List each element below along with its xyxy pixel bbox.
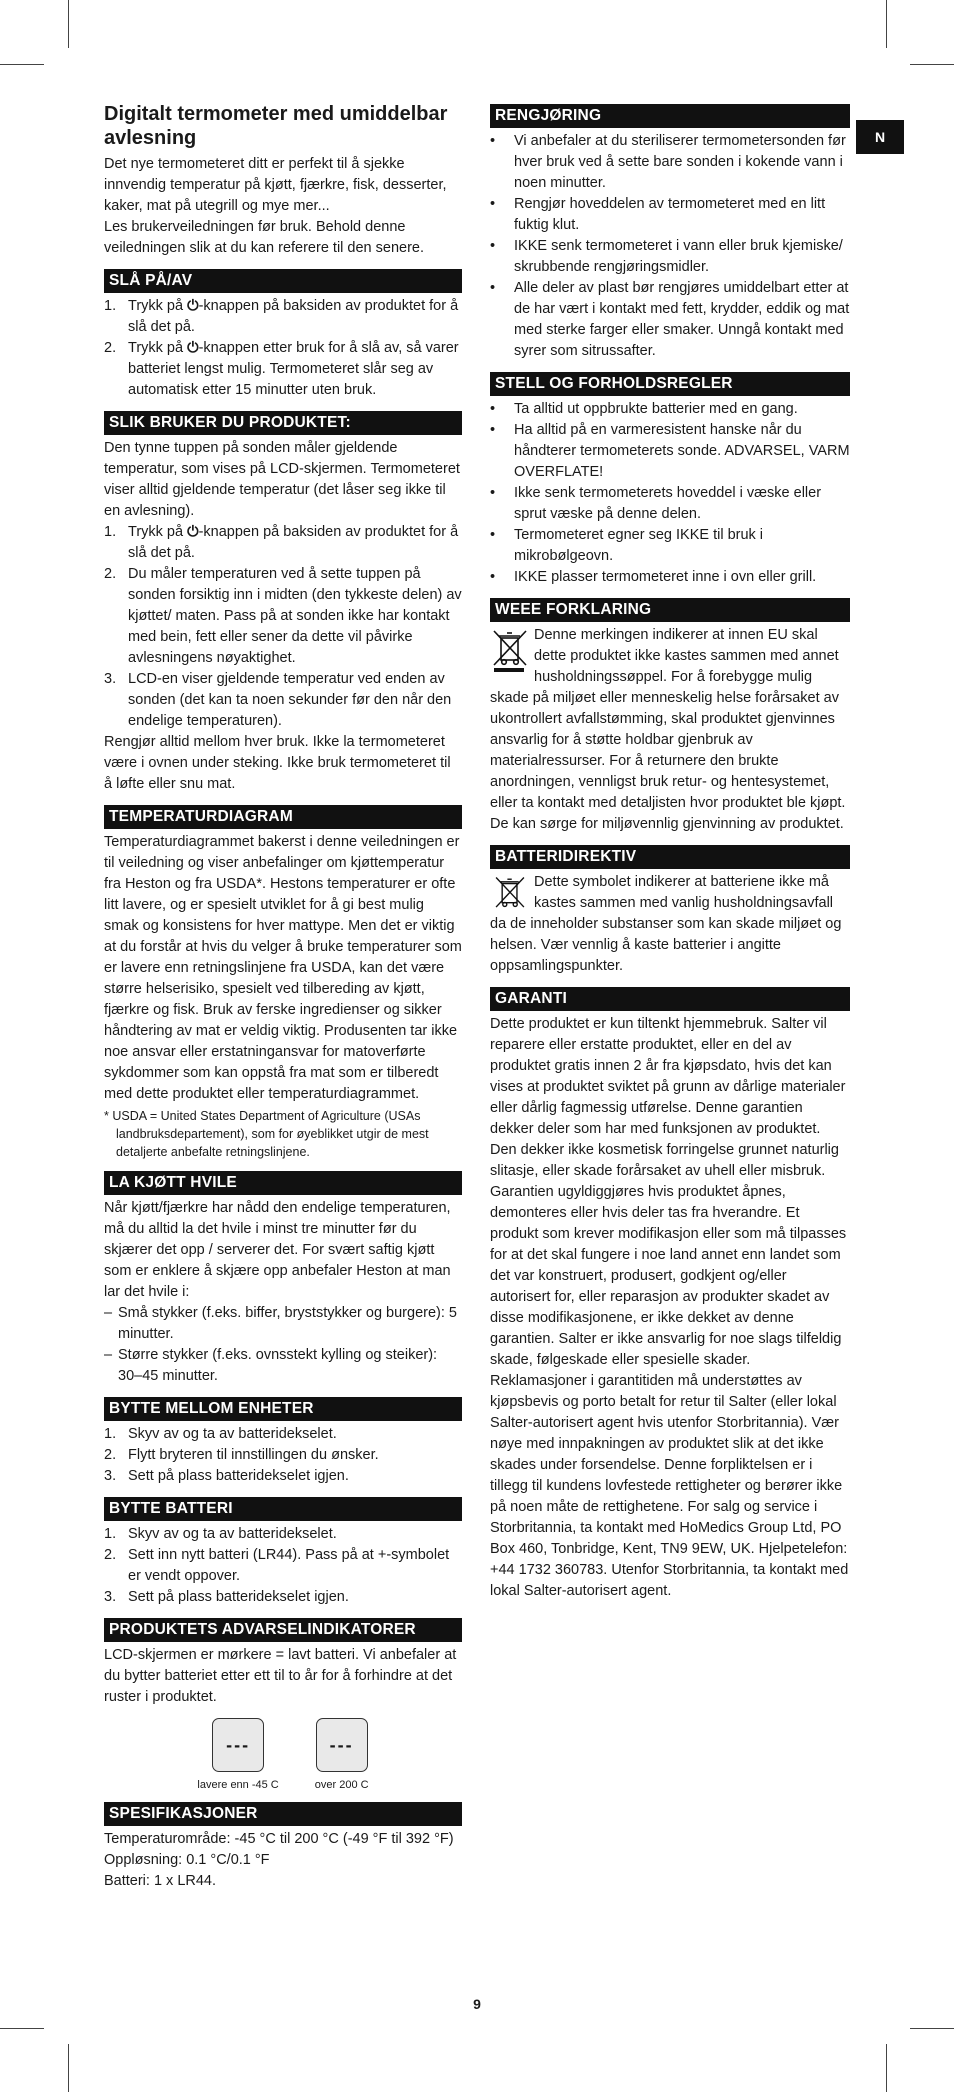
lcd-display: ---: [212, 1718, 264, 1772]
list-item: 2. Sett inn nytt batteri (LR44). Pass på at +-symbolet er vendt oppover.: [104, 1547, 450, 1584]
section-heading-warnings: PRODUKTETS ADVARSELINDIKATORER: [104, 1618, 462, 1642]
intro-paragraph: Det nye termometeret ditt er perfekt til å sjekke innvendig temperatur på kjøtt, fjærkre, fisk, desserter, kaker, mat på utegrill og mye mer...: [104, 156, 447, 214]
list-item: 3. LCD-en viser gjeldende temperatur ved enden av sonden (det kan ta noen sekunder før den når den endelige temperaturen).: [104, 671, 452, 729]
spec-line: Batteri: 1 x LR44.: [104, 1873, 217, 1889]
rest-list: [104, 1303, 462, 1387]
section-heading-care: STELL OG FORHOLDSREGLER: [490, 372, 850, 396]
lcd-indicator: [315, 1718, 369, 1792]
crossed-out-wheelie-bin-icon: [490, 874, 530, 914]
list-item: – Større stykker (f.eks. ovnsstekt kylling og steiker): 30–45 minutter.: [104, 1347, 438, 1384]
on-off-list: [104, 296, 462, 401]
rest-paragraph: Når kjøtt/fjærkre har nådd den endelige temperaturen, må du alltid la det hvile i minst tre minutter før du skjærer det opp / serverer det. For svært saftig kjøtt som er enklere å skjære opp anbefaler Heston at man lar det hvile i:: [104, 1200, 451, 1300]
lcd-indicator: [197, 1718, 278, 1792]
crop-mark: [910, 2028, 954, 2029]
crop-mark: [68, 0, 69, 48]
list-item: • Alle deler av plast bør rengjøres umiddelbart etter at de har vært i kontakt med fett, krydder, eddik og mat med sterke farger eller smaker. Unngå kontakt med syrer som sitrussafter.: [490, 280, 850, 359]
list-item: 2. Flytt bryteren til innstillingen du ønsker.: [104, 1447, 379, 1463]
list-item: 1. Trykk på ⏻-knappen på baksiden av produktet for å slå det på.: [104, 298, 459, 335]
care-list: [490, 399, 850, 588]
power-icon: ⏻: [187, 298, 199, 314]
spec-line: Temperaturområde: -45 °C til 200 °C (-49 °F til 392 °F): [104, 1831, 454, 1847]
footnote: * USDA = United States Department of Agriculture (USAs landbruksdepartement), som for øyeblikket utgir de mest detaljerte anbefalte retningslinjene.: [104, 1109, 429, 1159]
list-item: • IKKE senk termometeret i vann eller bruk kjemiske/ skrubbende rengjøringsmidler.: [490, 238, 843, 275]
list-item: 3. Sett på plass batteridekselet igjen.: [104, 1468, 349, 1484]
left-column: [104, 102, 462, 1892]
spec-line: Oppløsning: 0.1 °C/0.1 °F: [104, 1852, 270, 1868]
list-item: 1. Trykk på ⏻-knappen på baksiden av produktet for å slå det på.: [104, 524, 459, 561]
power-icon: ⏻: [187, 524, 199, 540]
section-heading-specs: SPESIFIKASJONER: [104, 1802, 462, 1826]
units-list: [104, 1424, 462, 1487]
section-heading-usage: SLIK BRUKER DU PRODUKTET:: [104, 411, 462, 435]
list-item: • Vi anbefaler at du steriliserer termometersonden før hver bruk ved å sette bare sonden i kokende vann i noen minutter.: [490, 133, 846, 191]
crossed-out-wheelie-bin-icon: [490, 627, 530, 673]
intro-paragraph: Les brukerveiledningen før bruk. Behold denne veiledningen slik at du kan referere til den senere.: [104, 219, 424, 256]
power-icon: ⏻: [187, 340, 199, 356]
crop-mark: [886, 2044, 887, 2092]
section-heading-battery-directive: BATTERIDIREKTIV: [490, 845, 850, 869]
list-item: • Ha alltid på en varmeresistent hanske når du håndterer termometerets sonde. ADVARSEL, VARM OVERFLATE!: [490, 422, 850, 480]
weee-paragraph: Denne merkingen indikerer at innen EU skal dette produktet ikke kastes sammen med annet husholdningssøppel. For å forebygge mulig skade på miljøet eller menneskelig helse forårsaket av ukontrollert avfallstømming, skal produktet gjenvinnes ansvarlig for å støtte holdbar gjenbruk av materialressurser. For å returnere den brukte anordningen, vennligst bruk retur- og hentesystemet, eller ta kontakt med detaljisten hvor produktet ble kjøpt. De kan sørge for miljøvennlig gjenvinning av produktet.: [490, 627, 846, 832]
crop-mark: [910, 64, 954, 65]
list-item: • Ikke senk termometerets hoveddel i væske eller sprut væske på denne delen.: [490, 485, 822, 522]
cleaning-list: [490, 131, 850, 362]
usage-paragraph: Den tynne tuppen på sonden måler gjeldende temperatur, som vises på LCD-skjermen. Termometeret viser alltid gjeldende temperatur (det låser seg ikke til en avlesning).: [104, 440, 460, 519]
crop-mark: [0, 2028, 44, 2029]
list-item: • IKKE plasser termometeret inne i ovn eller grill.: [490, 569, 817, 585]
language-tab: N: [856, 120, 904, 154]
section-heading-weee: WEEE FORKLARING: [490, 598, 850, 622]
crop-mark: [0, 64, 44, 65]
battery-list: [104, 1524, 462, 1608]
list-item: 3. Sett på plass batteridekselet igjen.: [104, 1589, 349, 1605]
page-number: 9: [473, 1996, 481, 2012]
temp-diagram-paragraph: Temperaturdiagrammet bakerst i denne veiledningen er til veiledning og viser anbefalinger om kjøttemperatur fra Heston og fra USDA*. Hestons temperaturer er ofte litt lavere, og er spesielt utviklet for å gi best mulig smak og konsistens for hver mattype. Men det er viktig at du forstår at hvis du velger å bruke temperaturer som er lavere enn retningslinjene fra USDA, kan det være større helserisiko, spesielt ved tilbereding av kjøtt, fjærkre og fisk. Bruk av ferske ingredienser og sikker håndtering av mat er veldig viktig. Produsenten tar ikke noe ansvar eller erstatningansvar for matoverførte sykdommer som kan oppstå fra mat som er tilberedt med dette produktet eller temperaturdiagrammet.: [104, 834, 462, 1102]
section-heading-cleaning: RENGJØRING: [490, 104, 850, 128]
list-item: 2. Du måler temperaturen ved å sette tuppen på sonden forsiktig inn i midten (den tykkeste delen) av kjøttet/ maten. Pass på at sonden ikke har kontakt med bein, fett eller sener da dette vil påvirke avlesningens nøyaktighet.: [104, 566, 462, 666]
section-heading-rest: LA KJØTT HVILE: [104, 1171, 462, 1195]
section-heading-temp-diagram: TEMPERATURDIAGRAM: [104, 805, 462, 829]
list-item: 2. Trykk på ⏻-knappen etter bruk for å slå av, så varer batteriet lengst mulig. Termometeret slår seg av automatisk etter 15 minutter uten bruk.: [104, 340, 459, 398]
battery-directive-paragraph: Dette symbolet indikerer at batteriene ikke må kastes sammen med vanlig husholdningsavfall da de inneholder substanser som kan skade miljøet og helsen. Vær vennlig å kaste batterier i angitte oppsamlingspunkter.: [490, 874, 842, 974]
page-title: Digitalt termometer med umiddelbar avlesning: [104, 103, 448, 149]
list-item: • Termometeret egner seg IKKE til bruk i mikrobølgeovn.: [490, 527, 764, 564]
right-column: [490, 104, 850, 1602]
lcd-indicators: [104, 1718, 462, 1792]
guarantee-paragraph: Dette produktet er kun tiltenkt hjemmebruk. Salter vil reparere eller erstatte produktet, eller en del av produktet gratis innen 2 år fra kjøpsdato, hvis det kan vises at produktet sviktet på grunn av dårlige materialer eller dårlig fagmessig utførelse. Denne garantien dekker deler som har med funksjonen av produktet. Den dekker ikke kosmetisk forringelse grunnet naturlig slitasje, eller skade forårsaket av uhell eller misbruk. Garantien ugyldiggjøres hvis produktet åpnes, demonteres eller hvis deler tas fra hverandre. Et produkt som krever modifikasjon eller som må tilpasses for at det skal fungere i noe land annet enn landet som det var konstruert, produsert, godkjent og/eller autorisert for, eller reparasjon av produkter skadet av disse modifikasjonene, er ikke dekket av denne garantien. Salter er ikke ansvarlig for noe slags tilfeldig skade, følgeskade eller spesielle skader. Reklamasjoner i garantitiden må understøttes av kjøpsbevis og porto betalt for retur til Salter (eller lokal Salter-autorisert agent hvis utenfor Storbritannia). Vær nøye med innpakningen av produktet slik at det ikke skades under forsendelse. Denne forpliktelsen er i tillegg til kundens lovfestede rettigheter og berører ikke på noen måte de rettighetene. For salg og service i Storbritannia, ta kontakt med HoMedics Group Ltd, PO Box 460, Tonbridge, Kent, TN9 9EW, UK. Hjelpetelefon: +44 1732 360783. Utenfor Storbritannia, ta kontakt med lokal Salter-autorisert agent.: [490, 1016, 849, 1599]
list-item: 1. Skyv av og ta av batteridekselet.: [104, 1526, 337, 1542]
section-heading-guarantee: GARANTI: [490, 987, 850, 1011]
usage-paragraph: Rengjør alltid mellom hver bruk. Ikke la termometeret være i ovnen under steking. Ikke bruk termometeret til å løfte eller snu mat.: [104, 734, 451, 792]
crop-mark: [886, 0, 887, 48]
section-heading-battery: BYTTE BATTERI: [104, 1497, 462, 1521]
lcd-caption: lavere enn -45 C: [197, 1779, 279, 1791]
list-item: 1. Skyv av og ta av batteridekselet.: [104, 1426, 337, 1442]
crop-mark: [68, 2044, 69, 2092]
lcd-caption: over 200 C: [314, 1779, 369, 1791]
section-heading-on-off: SLÅ PÅ/AV: [104, 269, 462, 293]
usage-list: [104, 522, 462, 732]
list-item: • Ta alltid ut oppbrukte batterier med en gang.: [490, 401, 798, 417]
list-item: • Rengjør hoveddelen av termometeret med en litt fuktig klut.: [490, 196, 826, 233]
list-item: – Små stykker (f.eks. biffer, bryststykker og burgere): 5 minutter.: [104, 1305, 457, 1342]
warnings-paragraph: LCD-skjermen er mørkere = lavt batteri. Vi anbefaler at du bytter batteriet etter ett til to år for å forhindre at det ruster i produktet.: [104, 1647, 457, 1705]
section-heading-units: BYTTE MELLOM ENHETER: [104, 1397, 462, 1421]
lcd-display: ---: [316, 1718, 368, 1772]
